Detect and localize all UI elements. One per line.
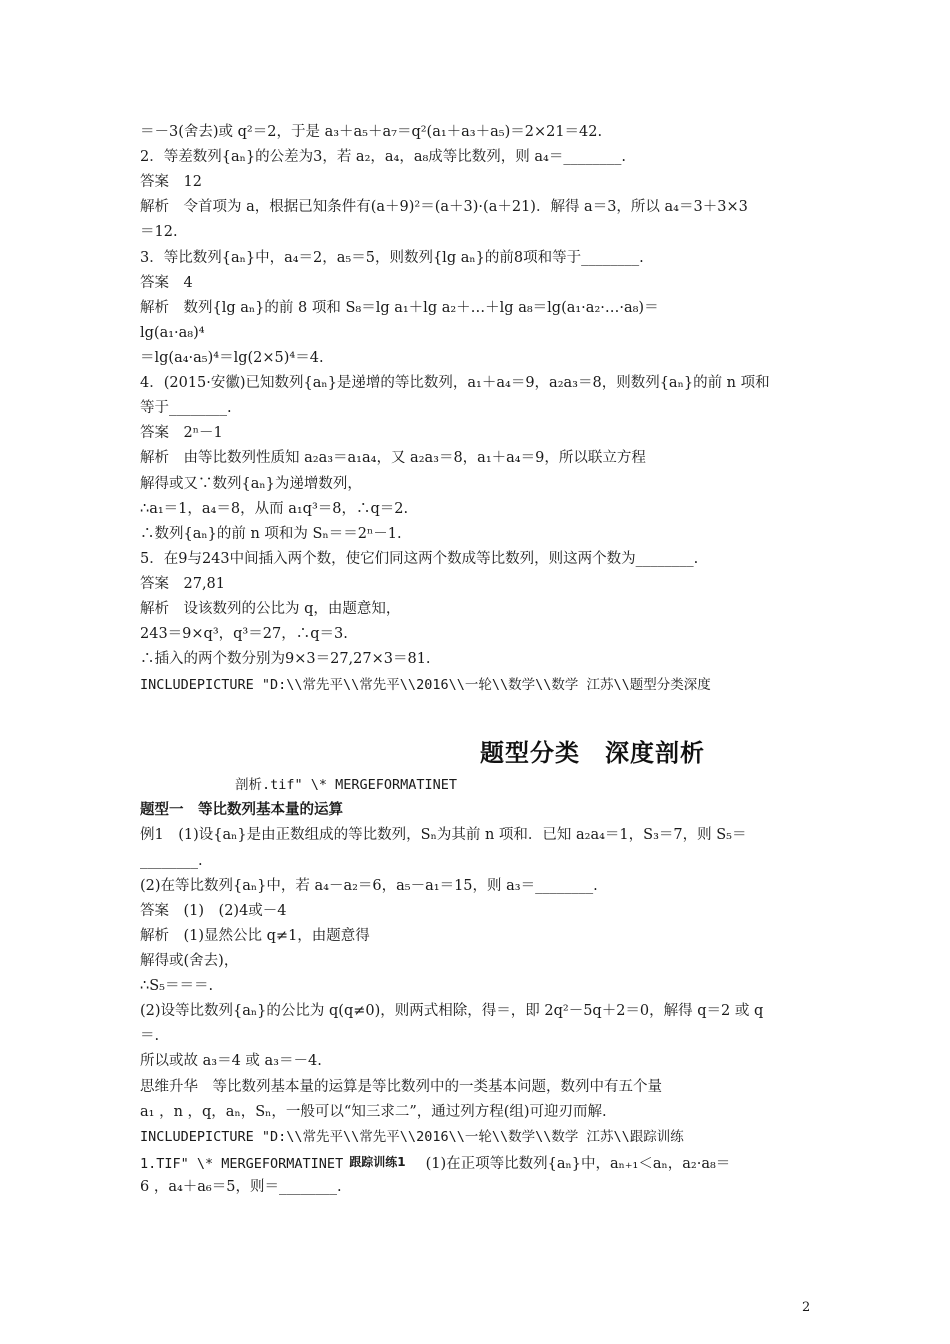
text-line: ＝12. <box>140 224 178 240</box>
analysis-line: 解析 (1)显然公比 q≠1，由题意得 <box>140 928 370 944</box>
question-4: 4．(2015·安徽)已知数列{aₙ}是递增的等比数列，a₁＋a₄＝9，a₂a₃＝8，则数列{aₙ}的前 n 项和 <box>140 375 770 391</box>
text-line: 等于________. <box>140 400 232 416</box>
text-line: 243＝9×q³，q³＝27，∴q＝3. <box>140 626 348 642</box>
answer-line: 答案 12 <box>140 174 202 190</box>
text-line: ＝－3(舍去)或 q²＝2，于是 a₃＋a₅＋a₇＝q²(a₁＋a₃＋a₅)＝2×21＝42. <box>140 124 603 140</box>
answer-line: 答案 (1) (2)4或－4 <box>140 903 287 919</box>
text-line: ∴S₅＝＝＝. <box>140 978 214 994</box>
text-line: (2)在等比数列{aₙ}中，若 a₄－a₂＝6，a₅－a₁＝15，则 a₃＝________. <box>140 878 598 894</box>
answer-line: 答案 2ⁿ－1 <box>140 425 223 441</box>
analysis-line: 解析 由等比数列性质知 a₂a₃＝a₁a₄，又 a₂a₃＝8，a₁＋a₄＝9，所以联立方程 <box>140 450 646 466</box>
type-title: 题型一 等比数列基本量的运算 <box>140 802 343 818</box>
text-line: 解得或(舍去)， <box>140 953 239 969</box>
question-2: 2．等差数列{aₙ}的公差为3，若 a₂，a₄，a₈成等比数列，则 a₄＝________. <box>140 149 626 165</box>
include-picture-field: INCLUDEPICTURE "D:\\常先平\\常先平\\2016\\一轮\\数学\\数学 江苏\\跟踪训练 <box>140 1129 684 1145</box>
text-line: ________. <box>140 853 203 869</box>
question-3: 3．等比数列{aₙ}中，a₄＝2，a₅＝5，则数列{lg aₙ}的前8项和等于________. <box>140 250 644 266</box>
question-5: 5．在9与243中间插入两个数，使它们同这两个数成等比数列，则这两个数为________. <box>140 551 699 567</box>
text-line: 6 ，a₄＋a₆＝5，则＝________. <box>140 1179 342 1195</box>
text-line: 解得或又∵数列{aₙ}为递增数列， <box>140 476 362 492</box>
text-line: ＝lg(a₄·a₅)⁴＝lg(2×5)⁴＝4. <box>140 350 324 366</box>
track-training-line <box>140 1152 812 1174</box>
text-line: ＝. <box>140 1028 160 1044</box>
answer-line: 答案 27,81 <box>140 576 226 592</box>
include-picture-field: INCLUDEPICTURE "D:\\常先平\\常先平\\2016\\一轮\\数学\\数学 江苏\\题型分类深度 <box>140 677 711 693</box>
analysis-line: 解析 令首项为 a，根据已知条件有(a＋9)²＝(a＋3)·(a＋21)．解得 a＝3，所以 a₄＝3＋3×3 <box>140 199 748 215</box>
text-line: 所以或故 a₃＝4 或 a₃＝－4. <box>140 1053 322 1069</box>
track-training-tag: 跟踪训练1 <box>349 1155 406 1169</box>
text-line: a₁ ，n ，q，aₙ，Sₙ，一般可以“知三求二”，通过列方程(组)可迎刃而解. <box>140 1104 607 1120</box>
analysis-line: 解析 数列{lg aₙ}的前 8 项和 S₈＝lg a₁＋lg a₂＋…＋lg a₈＝lg(a₁·a₂·…·a₈)＝ <box>140 300 659 316</box>
text-line: (2)设等比数列{aₙ}的公比为 q(q≠0)，则两式相除，得＝，即 2q²－5q＋2＝0，解得 q＝2 或 q <box>140 1003 764 1019</box>
page-number: 2 <box>802 1300 811 1315</box>
analysis-line: 解析 设该数列的公比为 q，由题意知， <box>140 601 401 617</box>
answer-line: 答案 4 <box>140 275 193 291</box>
example-1: 例1 (1)设{aₙ}是由正数组成的等比数列，Sₙ为其前 n 项和．已知 a₂a₄＝1，S₃＝7，则 S₅＝ <box>140 827 747 843</box>
text-line: lg(a₁·a₈)⁴ <box>140 325 205 341</box>
track-training-text: (1)在正项等比数列{aₙ}中，aₙ₊₁＜aₙ，a₂·a₈＝ <box>425 1156 731 1172</box>
include-picture-field-end: 1.TIF" \* MERGEFORMATINET <box>140 1156 344 1172</box>
text-line: ∴数列{aₙ}的前 n 项和为 Sₙ＝＝2ⁿ－1. <box>140 526 402 542</box>
section-heading: 题型分类 深度剖析 <box>480 739 705 767</box>
include-picture-field-end: 剖析.tif" \* MERGEFORMATINET <box>235 777 458 793</box>
text-line: ∴插入的两个数分别为9×3＝27,27×3＝81. <box>140 651 431 667</box>
thinking-summary: 思维升华 等比数列基本量的运算是等比数列中的一类基本问题，数列中有五个量 <box>140 1079 662 1095</box>
text-line: ∴a₁＝1，a₄＝8，从而 a₁q³＝8，∴q＝2. <box>140 501 409 517</box>
